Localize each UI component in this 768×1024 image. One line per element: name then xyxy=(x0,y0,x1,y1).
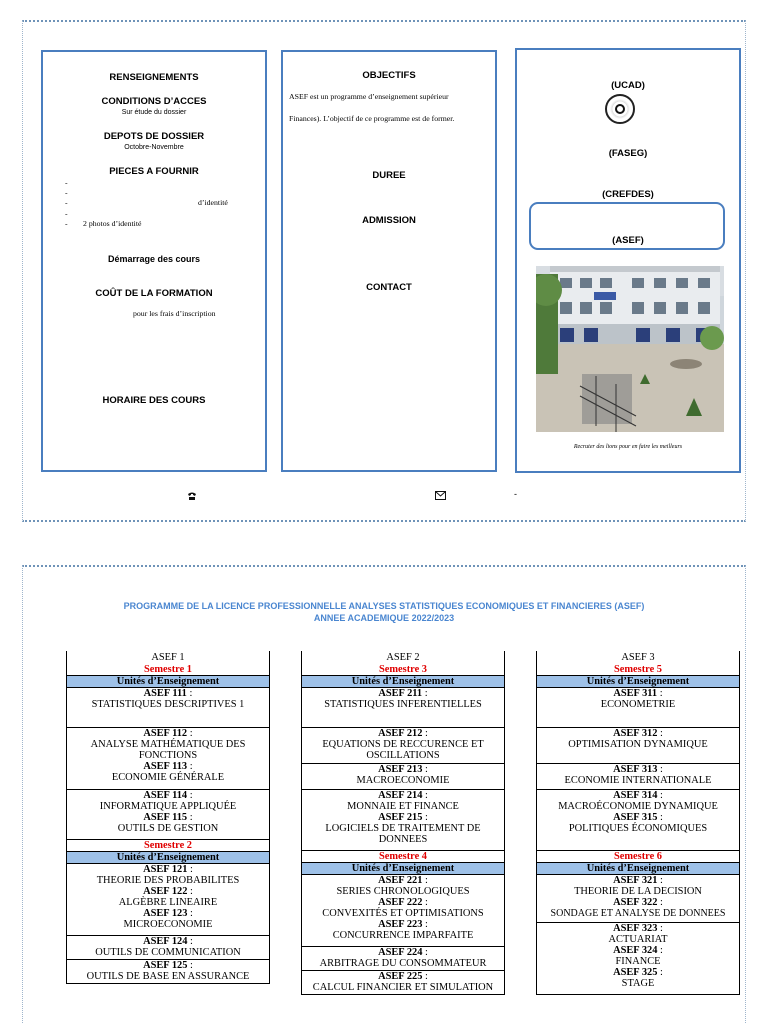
cout-text: pour les frais d’inscription xyxy=(133,309,216,318)
course-name: POLITIQUES ÉCONOMIQUES xyxy=(568,823,708,834)
course-name: SONDAGE ET ANALYSE DE DONNEES xyxy=(550,908,726,919)
semester-label: Semestre 5 xyxy=(536,664,740,675)
course-code: ASEF 325 xyxy=(613,967,658,978)
course-code: ASEF 124 xyxy=(143,936,188,947)
depots-heading: DEPOTS DE DOSSIER xyxy=(103,131,205,142)
year-title: ASEF 2 xyxy=(301,651,505,664)
course-code: ASEF 221 xyxy=(378,875,423,886)
course-name: ECONOMIE INTERNATIONALE xyxy=(564,775,712,786)
duree-heading: DUREE xyxy=(372,170,406,181)
course-cell: ASEF 312 : OPTIMISATION DYNAMIQUE xyxy=(536,728,740,764)
course-cell: ASEF 112 : ANALYSE MATHÉMATIQUE DES FONCTIONS ASEF 113 : ECONOMIE GÉNÉRALE xyxy=(66,728,270,790)
course-code: ASEF 211 xyxy=(378,688,423,699)
program-sheet xyxy=(22,565,746,1024)
course-code: ASEF 324 xyxy=(613,945,658,956)
course-code: ASEF 322 xyxy=(613,897,658,908)
course-name: MICROECONOMIE xyxy=(123,919,213,930)
course-name: THEORIE DES PROBABILITES xyxy=(96,875,240,886)
demarrage-heading: Démarrage des cours xyxy=(107,254,201,264)
course-code: ASEF 113 xyxy=(143,761,188,772)
course-name: FINANCE xyxy=(615,956,661,967)
course-code: ASEF 214 xyxy=(378,790,423,801)
course-name: THEORIE DE LA DECISION xyxy=(574,886,702,897)
course-cell: ASEF 111 : STATISTIQUES DESCRIPTIVES 1 xyxy=(66,688,270,728)
ucad-heading: (UCAD) xyxy=(611,80,645,91)
course-cell: ASEF 311 : ECONOMETRIE xyxy=(536,688,740,728)
course-cell: ASEF 211 : STATISTIQUES INFERENTIELLES xyxy=(301,688,505,728)
course-cell: ASEF 323 : ACTUARIAT ASEF 324 : FINANCE ASEF 325 : STAGE xyxy=(536,923,740,995)
piece-bullet: - xyxy=(65,209,68,218)
course-name: OPTIMISATION DYNAMIQUE xyxy=(568,739,708,750)
course-name: MACROÉCONOMIE DYNAMIQUE xyxy=(558,801,718,812)
course-name: SERIES CHRONOLOGIQUES xyxy=(336,886,470,897)
piece-bullet: - xyxy=(65,219,68,228)
course-name: ALGÈBRE LINEAIRE xyxy=(118,897,218,908)
course-name: STATISTIQUES DESCRIPTIVES 1 xyxy=(91,699,245,710)
footer-dash: - xyxy=(514,489,517,499)
ucad-logo xyxy=(605,94,635,124)
course-name: OUTILS DE GESTION xyxy=(117,823,219,834)
course-code: ASEF 224 xyxy=(378,947,423,958)
course-name: OUTILS DE COMMUNICATION xyxy=(95,947,241,958)
course-code: ASEF 321 xyxy=(613,875,658,886)
cover-panel xyxy=(515,48,741,473)
course-cell: ASEF 213 : MACROECONOMIE xyxy=(301,764,505,790)
course-cell: ASEF 214 : MONNAIE ET FINANCE ASEF 215 : LOGICIELS DE TRAITEMENT DE DONNEES xyxy=(301,790,505,851)
slogan-text: Recruter des lions pour en faire les meilleurs xyxy=(573,444,683,450)
objectifs-text-line-1: ASEF est un programme d’enseignement supérieur xyxy=(289,92,449,101)
course-name: ACTUARIAT xyxy=(608,934,668,945)
course-cell: ASEF 121 : THEORIE DES PROBABILITES ASEF 122 : ALGÈBRE LINEAIRE ASEF 123 : MICROECONOMIE xyxy=(66,864,270,936)
cout-heading: COȖT DE LA FORMATION xyxy=(95,288,213,299)
course-name: CALCUL FINANCIER ET SIMULATION xyxy=(312,982,494,993)
year-title: ASEF 1 xyxy=(66,651,270,664)
info-panel xyxy=(41,50,267,472)
ue-header: Unités d’Enseignement xyxy=(66,675,270,688)
course-code: ASEF 311 xyxy=(613,688,658,699)
ue-header: Unités d’Enseignement xyxy=(536,675,740,688)
course-code: ASEF 314 xyxy=(613,790,658,801)
course-name: CONCURRENCE IMPARFAITE xyxy=(332,930,474,941)
ue-header: Unités d’Enseignement xyxy=(66,851,270,864)
course-name: MONNAIE ET FINANCE xyxy=(347,801,459,812)
semester-label: Semestre 4 xyxy=(301,851,505,862)
ue-header: Unités d’Enseignement xyxy=(301,675,505,688)
piece-identite-text: d’identité xyxy=(198,198,228,207)
course-code: ASEF 213 xyxy=(378,764,423,775)
year-column-asef-2 xyxy=(301,651,505,995)
course-code: ASEF 114 xyxy=(143,790,188,801)
envelope-icon xyxy=(435,491,446,503)
conditions-text: Sur étude du dossier xyxy=(121,109,187,116)
program-title: PROGRAMME DE LA LICENCE PROFESSIONNELLE ANALYSES STATISTIQUES ECONOMIQUES ET FINANCIERES (ASEF) xyxy=(123,601,645,611)
year-title: ASEF 3 xyxy=(536,651,740,664)
ue-header: Unités d’Enseignement xyxy=(301,862,505,875)
year-column-asef-1 xyxy=(66,651,270,984)
course-name: CONVEXITÉS ET OPTIMISATIONS xyxy=(322,908,484,919)
course-name: EQUATIONS DE RECCURENCE ET OSCILLATIONS xyxy=(322,739,484,761)
renseignements-heading: RENSEIGNEMENTS xyxy=(109,72,199,83)
admission-heading: ADMISSION xyxy=(362,215,416,226)
course-name: MACROECONOMIE xyxy=(356,775,450,786)
conditions-heading: CONDITIONS D’ACCES xyxy=(101,96,207,107)
course-code: ASEF 315 xyxy=(613,812,658,823)
brochure-outside-sheet xyxy=(22,20,746,522)
course-code: ASEF 121 xyxy=(143,864,188,875)
course-code: ASEF 215 xyxy=(378,812,423,823)
course-cell: ASEF 124 : OUTILS DE COMMUNICATION xyxy=(66,936,270,960)
course-code: ASEF 323 xyxy=(613,923,658,934)
course-cell: ASEF 221 : SERIES CHRONOLOGIQUES ASEF 222 : CONVEXITÉS ET OPTIMISATIONS ASEF 223 : CONCURRENCE IMPARFAITE xyxy=(301,875,505,947)
course-code: ASEF 112 xyxy=(143,728,188,739)
course-name: OUTILS DE BASE EN ASSURANCE xyxy=(86,971,250,982)
ue-header: Unités d’Enseignement xyxy=(536,862,740,875)
course-cell: ASEF 321 : THEORIE DE LA DECISION ASEF 322 : SONDAGE ET ANALYSE DE DONNEES xyxy=(536,875,740,923)
course-code: ASEF 115 xyxy=(143,812,188,823)
course-code: ASEF 312 xyxy=(613,728,658,739)
asef-heading: (ASEF) xyxy=(612,235,644,246)
course-name: STAGE xyxy=(621,978,655,989)
phone-icon xyxy=(187,491,197,504)
course-code: ASEF 212 xyxy=(378,728,423,739)
course-name: STATISTIQUES INFERENTIELLES xyxy=(324,699,482,710)
course-code: ASEF 125 xyxy=(143,960,188,971)
contact-heading: CONTACT xyxy=(366,282,412,293)
course-name: ECONOMIE GÉNÉRALE xyxy=(111,772,225,783)
piece-bullet: - xyxy=(65,198,68,207)
course-code: ASEF 123 xyxy=(143,908,188,919)
course-cell: ASEF 224 : ARBITRAGE DU CONSOMMATEUR xyxy=(301,947,505,971)
objectifs-text-line-2: Finances). L’objectif de ce programme est de former. xyxy=(289,114,455,123)
year-column-asef-3 xyxy=(536,651,740,995)
course-cell: ASEF 114 : INFORMATIQUE APPLIQUÉE ASEF 115 : OUTILS DE GESTION xyxy=(66,790,270,840)
objectifs-heading: OBJECTIFS xyxy=(362,70,416,81)
semester-label: Semestre 1 xyxy=(66,664,270,675)
course-name: LOGICIELS DE TRAITEMENT DE DONNEES xyxy=(325,823,481,845)
course-name: ECONOMETRIE xyxy=(600,699,676,710)
pieces-heading: PIECES A FOURNIR xyxy=(109,166,199,177)
piece-bullet: - xyxy=(65,178,68,187)
semester-label: Semestre 3 xyxy=(301,664,505,675)
course-name: ARBITRAGE DU CONSOMMATEUR xyxy=(319,958,487,969)
crefdes-heading: (CREFDES) xyxy=(602,189,654,200)
piece-bullet: - xyxy=(65,188,68,197)
semester-label: Semestre 2 xyxy=(66,840,270,851)
course-code: ASEF 111 xyxy=(143,688,187,699)
course-code: ASEF 225 xyxy=(378,971,423,982)
course-cell: ASEF 225 : CALCUL FINANCIER ET SIMULATION xyxy=(301,971,505,995)
faseg-heading: (FASEG) xyxy=(608,148,648,159)
semester-label: Semestre 6 xyxy=(536,851,740,862)
objectives-panel xyxy=(281,50,497,472)
course-cell: ASEF 212 : EQUATIONS DE RECCURENCE ET OSCILLATIONS xyxy=(301,728,505,764)
depots-text: Octobre-Novembre xyxy=(124,144,184,151)
course-cell: ASEF 314 : MACROÉCONOMIE DYNAMIQUE ASEF 315 : POLITIQUES ÉCONOMIQUES xyxy=(536,790,740,851)
horaire-heading: HORAIRE DES COURS xyxy=(102,395,206,406)
piece-photos-text: 2 photos d’identité xyxy=(83,219,142,228)
course-cell: ASEF 125 : OUTILS DE BASE EN ASSURANCE xyxy=(66,960,270,984)
academic-year: ANNEE ACADEMIQUE 2022/2023 xyxy=(313,613,455,623)
course-name: INFORMATIQUE APPLIQUÉE xyxy=(99,801,237,812)
campus-building-photo xyxy=(536,266,724,432)
course-cell: ASEF 313 : ECONOMIE INTERNATIONALE xyxy=(536,764,740,790)
course-name: ANALYSE MATHÉMATIQUE DES FONCTIONS xyxy=(90,739,246,761)
course-code: ASEF 122 xyxy=(143,886,188,897)
course-code: ASEF 223 xyxy=(378,919,423,930)
course-code: ASEF 222 xyxy=(378,897,423,908)
course-code: ASEF 313 xyxy=(613,764,658,775)
